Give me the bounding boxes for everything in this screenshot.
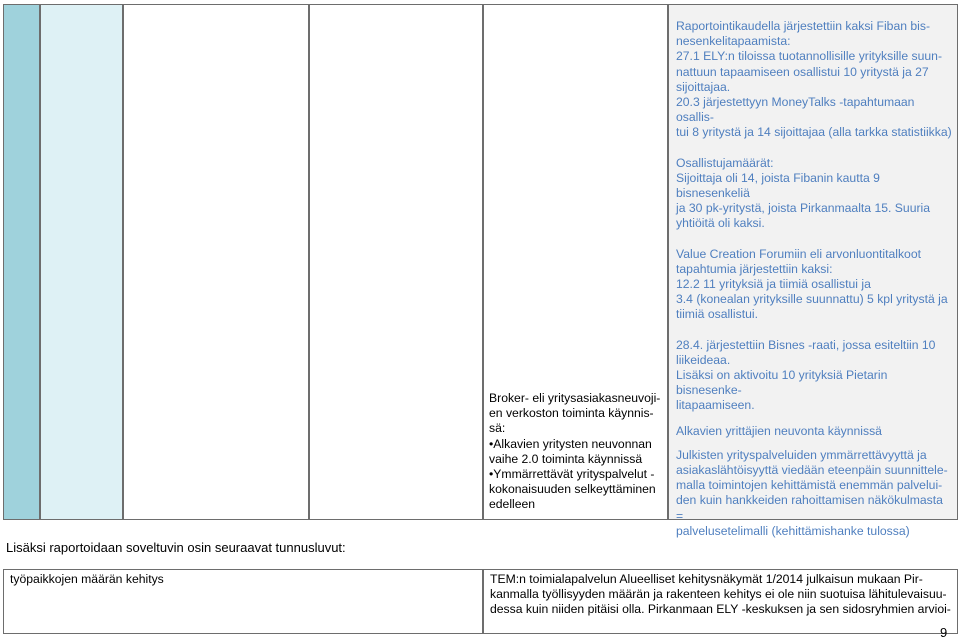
report-details-cell <box>668 4 958 538</box>
page-number: 9 <box>940 625 948 640</box>
table-cell-light <box>40 4 123 520</box>
indicator-name: työpaikkojen määrän kehitys <box>10 572 164 586</box>
events-paragraph: Raportointikaudella järjestettiin kaksi Fiban bis- nesenkelitapaamista: 27.1 ELY:n tiloissa tuotannollisille yrityksille suun- nattuun tapaamiseen osallistui 10 yritystä ja 27 sijoittajaa. 20.3 järjestettyyn MoneyTalks -tapahtumaan osallis- tui 8 yritystä ja 14 sijoittajaa (alla tarkka statistiikka) <box>676 19 952 140</box>
table-cell-colored <box>3 4 40 520</box>
table-cell-empty <box>123 4 309 520</box>
cell-line: vaihe 2.0 toiminta käynnissä <box>489 451 643 466</box>
cell-line: Broker- eli yritysasiakasneuvoji- <box>489 391 661 405</box>
cell-line: kokonaisuuden selkeyttäminen <box>489 482 656 497</box>
bullet-text: Ymmärrettävät yrityspalvelut - <box>493 467 655 482</box>
startup-advice-paragraph: Alkavien yrittäjien neuvonta käynnissä <box>676 423 882 438</box>
business-panel-paragraph: 28.4. järjestettiin Bisnes -raati, jossa esiteltiin 10 liikeideaa. Lisäksi on aktivoitu 10 yrityksiä Pietarin bisnesenke- litapaamiseen. <box>676 337 936 413</box>
value-creation-paragraph: Value Creation Forumiin eli arvonluontitalkoot tapahtumia järjestettiin kaksi: 12.2 11 yrityksiä ja tiimiä osallistui ja 3.4 (konealan yrityksille suunnattu) 5 kpl yritystä ja tiimiä osallistui. <box>676 246 948 322</box>
bullet-text: Alkavien yritysten neuvonnan <box>493 436 652 451</box>
bullet-item <box>489 437 663 452</box>
indicator-description-cell: TEM:n toimialapalvelun Alueelliset kehitysnäkymät 1/2014 julkaisun mukaan Pir- kanmalla työllisyyden määrän ja rakenteen kehitys ei ole niin suotuisa lähitulevaisuu- dessa kuin niiden pitäisi olla. Pirkanmaan ELY -keskuksen ja sen sidosryhmien arvioi- <box>483 569 958 634</box>
cell-line: sä: <box>489 421 506 436</box>
broker-network-cell <box>483 4 668 520</box>
indicator-name-cell <box>3 569 483 634</box>
cell-line: en verkoston toiminta käynnis- <box>489 406 654 421</box>
participants-paragraph: Osallistujamäärät: Sijoittaja oli 14, joista Fibanin kautta 9 bisnesenkeliä ja 30 pk-yritystä, joista Pirkanmaalta 15. Suuria yhtiöitä oli kaksi. <box>676 155 931 231</box>
table-cell-empty <box>309 4 483 520</box>
cell-line: edelleen <box>489 497 536 512</box>
bullet-item <box>489 467 663 482</box>
section-label: Lisäksi raportoidaan soveltuvin osin seuraavat tunnusluvut: <box>6 540 346 555</box>
public-services-paragraph: Julkisten yrityspalveluiden ymmärrettävyyttä ja asiakaslähtöisyyttä viedään eteenpäin suunnittele- malla toimintojen kehittämistä enemmän palvelui- den kuin hankkeiden rahoittamisen näkökulmasta = palvelusetelimalli (kehittämishanke tulossa) <box>676 447 948 538</box>
